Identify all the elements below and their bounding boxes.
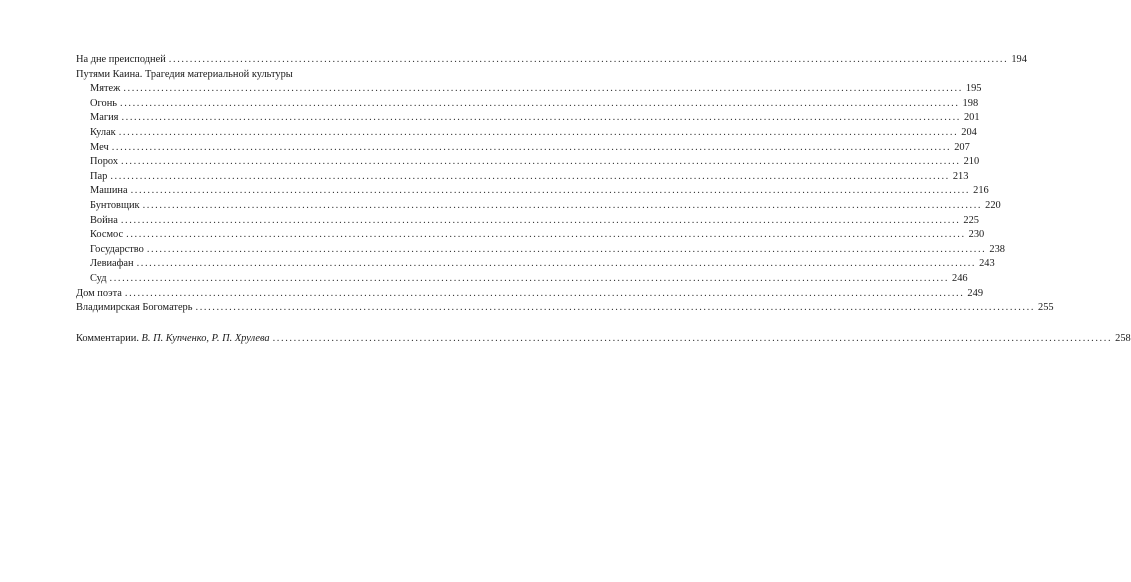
toc-entry-title: Владимирская Богоматерь — [76, 302, 193, 314]
toc-section-title: Путями Каина. Трагедия материальной культуры — [76, 68, 293, 80]
toc-entry-commentary — [76, 332, 1131, 347]
toc-entry-page: 195 — [965, 83, 982, 95]
toc-leader-dots: ........................................................................................................................................................................................................ — [136, 258, 977, 270]
toc-entry-page: 246 — [952, 272, 968, 284]
toc-entry-page: 204 — [961, 126, 977, 138]
toc-entry — [76, 243, 1005, 258]
toc-entry-title: Магия — [90, 112, 119, 124]
toc-entry-title: Порох — [90, 156, 119, 168]
toc-entry-page: 207 — [954, 141, 970, 153]
toc-entry — [76, 257, 995, 272]
toc-entry-title: Меч — [90, 141, 109, 153]
toc-leader-dots: ........................................................................................................................................................................................................ — [120, 214, 961, 226]
toc-entry-title: Машина — [90, 185, 128, 197]
toc-entry-title: Государство — [90, 243, 144, 255]
toc-entry-page: 255 — [1038, 302, 1054, 314]
toc-leader-dots: ........................................................................................................................................................................................................ — [110, 170, 950, 182]
toc-entry-title: Пар — [90, 170, 108, 182]
toc-entry-title: Левиафан — [90, 258, 134, 270]
toc-leader-dots: ........................................................................................................................................................................................................ — [118, 126, 959, 138]
toc-leader-dots: ........................................................................................................................................................................................................ — [142, 199, 983, 211]
toc-leader-dots: ........................................................................................................................................................................................................ — [130, 185, 971, 197]
toc-leader-dots: ........................................................................................................................................................................................................ — [123, 83, 963, 95]
toc-entry — [76, 111, 980, 126]
toc-entry — [76, 53, 1027, 68]
toc-entry — [76, 272, 968, 287]
toc-entry — [76, 82, 982, 97]
toc-entry-title — [76, 332, 270, 347]
toc-entry-page: 210 — [963, 156, 980, 168]
toc-entry-title: Мятеж — [90, 83, 121, 95]
toc-entry-page: 213 — [952, 170, 969, 182]
toc-entry-title: Огонь — [90, 97, 118, 109]
toc-entry-page: 238 — [989, 243, 1005, 255]
toc-leader-dots: ........................................................................................................................................................................................................ — [195, 302, 1036, 314]
toc-entry-title: Дом поэта — [76, 287, 122, 299]
toc-entry-page: 249 — [967, 287, 984, 299]
toc-leader-dots: ........................................................................................................................................................................................................ — [272, 332, 1113, 344]
commentary-label: Комментарии. — [76, 332, 139, 344]
toc-entry — [76, 287, 984, 302]
toc-leader-dots: ........................................................................................................................................................................................................ — [146, 243, 987, 255]
table-of-contents — [76, 53, 1131, 346]
toc-entry-title: На дне преисподней — [76, 54, 166, 65]
toc-spacer — [76, 316, 356, 332]
toc-entry-title: Война — [90, 214, 118, 226]
toc-leader-dots: ........................................................................................................................................................................................................ — [121, 156, 961, 168]
toc-entry-page: 198 — [962, 97, 979, 109]
toc-leader-dots: ........................................................................................................................................................................................................ — [109, 272, 950, 284]
toc-entry — [76, 155, 980, 170]
toc-entry-title: Кулак — [90, 126, 116, 138]
toc-entry — [76, 214, 979, 229]
toc-entry-page: 216 — [973, 185, 989, 197]
toc-entry — [76, 126, 977, 141]
toc-entry — [76, 228, 985, 243]
toc-entry-title: Космос — [90, 229, 124, 241]
toc-entry-page: 220 — [985, 199, 1001, 211]
toc-section-heading — [76, 68, 356, 83]
toc-entry-page: 230 — [968, 229, 985, 241]
toc-entry-title: Бунтовщик — [90, 199, 140, 211]
toc-entry — [76, 141, 970, 156]
toc-leader-dots: ........................................................................................................................................................................................................ — [120, 97, 960, 109]
toc-leader-dots: ........................................................................................................................................................................................................ — [121, 112, 961, 124]
toc-entry-title: Суд — [90, 272, 107, 284]
toc-entry — [76, 170, 969, 185]
toc-entry — [76, 184, 989, 199]
toc-leader-dots: ........................................................................................................................................................................................................ — [111, 141, 952, 153]
toc-entry-page: 258 — [1115, 332, 1131, 344]
toc-leader-dots: ........................................................................................................................................................................................................ — [168, 54, 1009, 65]
commentary-authors: В. П. Купченко, Р. П. Хрулева — [141, 332, 270, 344]
toc-entry-page: 225 — [963, 214, 979, 226]
toc-leader-dots: ........................................................................................................................................................................................................ — [124, 287, 965, 299]
toc-entry — [76, 97, 979, 112]
toc-entry-page: 243 — [979, 258, 995, 270]
toc-entry — [76, 199, 1001, 214]
toc-leader-dots: ........................................................................................................................................................................................................ — [126, 229, 966, 241]
toc-entry — [76, 301, 1054, 316]
toc-entry-page: 201 — [963, 112, 980, 124]
toc-entry-page: 194 — [1011, 54, 1027, 65]
